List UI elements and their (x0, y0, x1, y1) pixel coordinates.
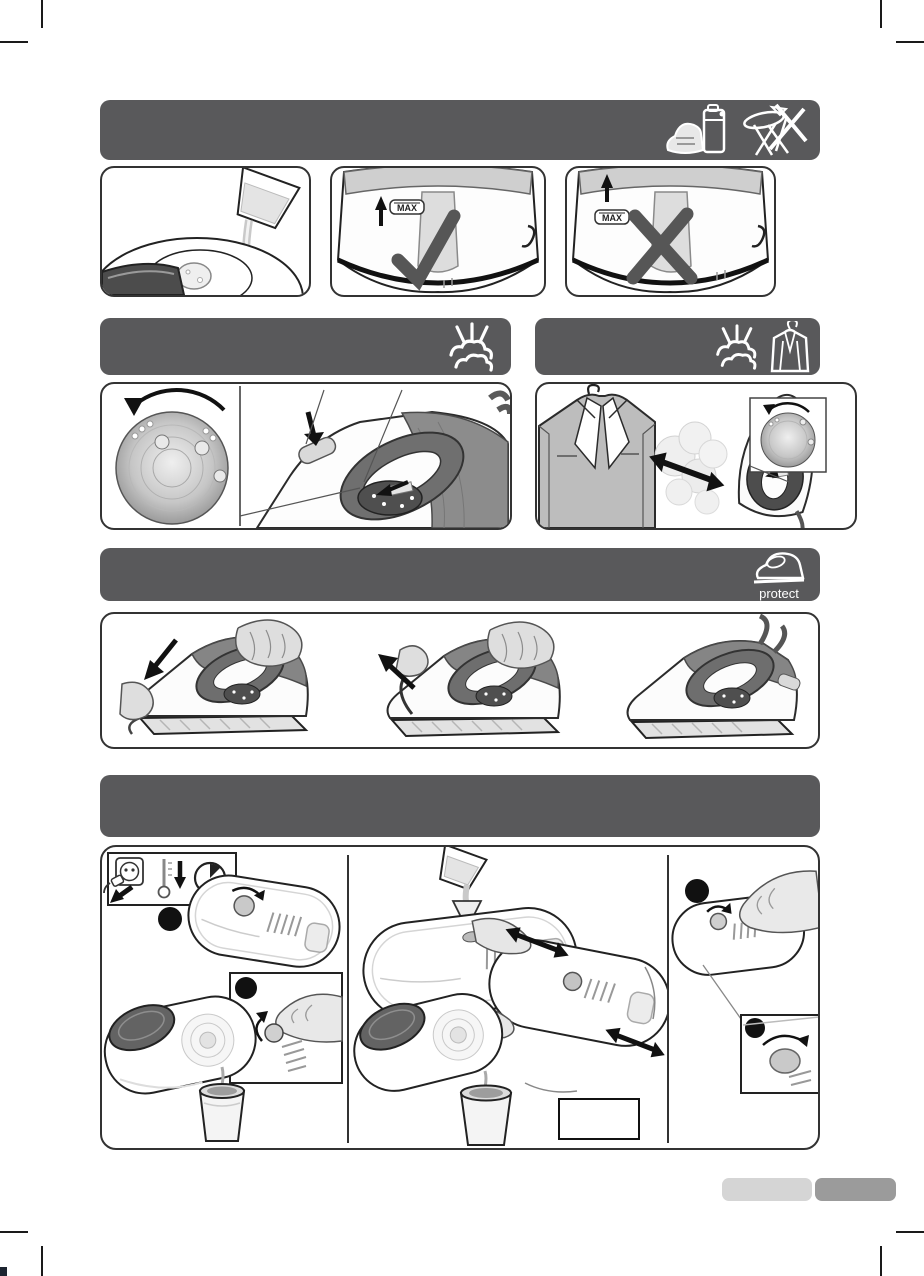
vertical-steam-illustration (537, 384, 855, 528)
crop-mark-bottom-right-v (880, 1246, 882, 1276)
panel-max-level-wrong (565, 166, 776, 297)
crop-mark-bottom-left-h (0, 1231, 28, 1233)
panel-vertical-steam (535, 382, 857, 530)
panel-pour-water (100, 166, 311, 297)
max-label: MAX (397, 203, 417, 213)
header-vertical-steam-bar (535, 318, 820, 375)
iron-handle-closeup (240, 390, 510, 528)
header-filling-bar (100, 100, 820, 160)
header-anti-calc-bar (100, 775, 820, 837)
crop-mark-top-right-v (880, 0, 882, 28)
pour-water-illustration (102, 168, 309, 295)
step-marker-dot (235, 977, 257, 999)
garment-on-hanger-icon (770, 321, 810, 373)
crop-mark-bottom-left-v (41, 1246, 43, 1276)
anti-calc-column-2 (349, 847, 667, 1148)
steam-dial-illustration (102, 384, 510, 528)
attach-soleplate-step-2 (378, 622, 560, 736)
max-wrong-illustration (567, 168, 774, 295)
header-protect-bar (100, 548, 820, 601)
panel-max-level-ok (330, 166, 546, 297)
iron-resting-on-soleplate (628, 616, 802, 738)
pour-cup (434, 847, 487, 892)
collecting-cup (461, 1071, 511, 1145)
footer-bar-light (722, 1178, 812, 1201)
tighten-cap-inset (741, 1015, 819, 1093)
blank-label-box (559, 1099, 639, 1139)
crossed-ironing-board-icon (742, 103, 810, 157)
crop-mark-top-left-v (41, 0, 43, 28)
steam-burst-icon (447, 322, 497, 372)
protect-soleplate-icon (752, 550, 806, 586)
registration-mark (0, 1267, 7, 1276)
header-steam-bar (100, 318, 511, 375)
footer-bar-dark (815, 1178, 896, 1201)
base-top-view (183, 870, 346, 973)
protect-label: protect (759, 585, 799, 601)
anti-calc-column-3 (669, 847, 820, 1148)
step-marker-dot (685, 879, 709, 903)
temperature-dial (116, 390, 228, 524)
protect-steps-illustration (102, 614, 818, 747)
crop-mark-top-left-h (0, 41, 28, 43)
step-marker-dot (745, 1018, 765, 1038)
iron-with-water-container-icon (664, 104, 730, 156)
steam-selector (358, 481, 422, 515)
dial-inset (750, 398, 826, 482)
anti-calc-column-1 (102, 847, 347, 1148)
steam-burst-icon (714, 323, 760, 371)
max-ok-illustration (332, 168, 544, 295)
panel-protect-steps (100, 612, 820, 749)
crop-mark-top-right-h (896, 41, 924, 43)
crop-mark-bottom-right-h (896, 1231, 924, 1233)
protect-icon-block (752, 550, 806, 600)
max-label: MAX (602, 213, 622, 223)
attach-soleplate-step-1 (120, 620, 308, 734)
panel-anti-calc-steps (100, 845, 820, 1150)
jacket-on-hanger (539, 385, 655, 528)
steam-cloud (655, 422, 727, 514)
step-marker-dot (158, 907, 182, 931)
panel-steam-dial (100, 382, 512, 530)
